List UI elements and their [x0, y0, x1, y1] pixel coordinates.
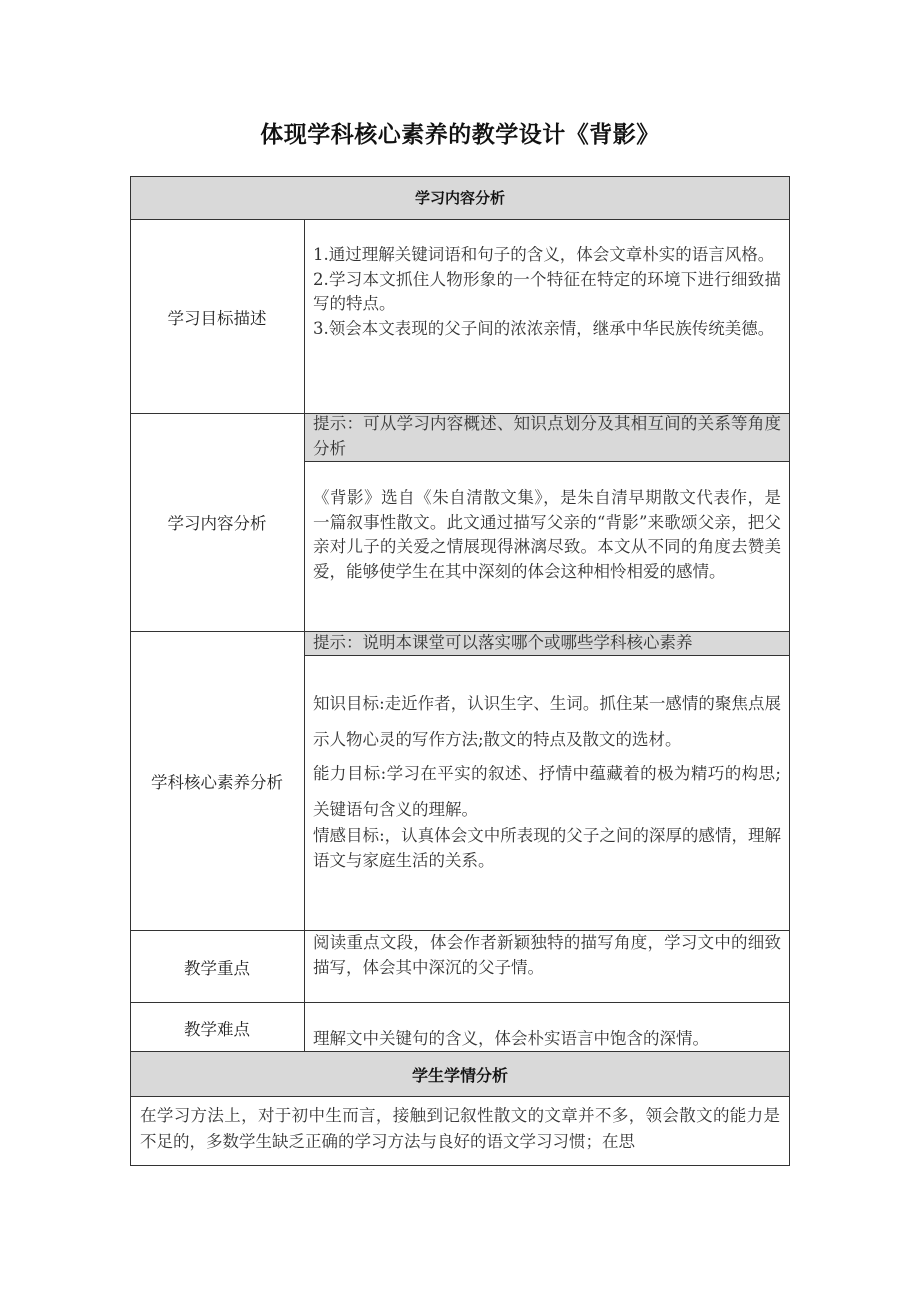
key-point-text: [313, 931, 781, 980]
content-paragraph: 《背影》选自《朱自清散文集》，是朱自清早期散文代表作，是一篇叙事性散文。此文通过描写父亲的“背影”来歌颂父亲，把父亲对儿子的关爱之情展现得淋漓尽致。本文从不同的角度去赞美爱，能够使学生在其中深刻的体会这种相怜相爱的感情。: [313, 488, 781, 581]
emotion-goal: 情感目标:，认真体会文中所表现的父子之间的深厚的感情，理解语文与家庭生活的关系。: [313, 826, 781, 870]
literacy-hint: [313, 631, 781, 656]
content-text: [313, 486, 781, 584]
lesson-design-table: [130, 176, 790, 1166]
rule: [304, 461, 790, 462]
rule: [130, 176, 790, 177]
content-label: 学习内容分析: [167, 514, 267, 533]
rule: [130, 1096, 790, 1097]
difficulty-text: [313, 1027, 781, 1052]
goals-label: 学习目标描述: [167, 309, 267, 328]
section-header-student-analysis: 学生学情分析: [411, 1066, 508, 1085]
literacy-hint-text: 提示：说明本课堂可以落实哪个或哪些学科核心素养: [313, 633, 693, 652]
goal-item: 1.通过理解关键词语和句子的含义，体会文章朴实的语言风格。: [313, 245, 775, 264]
key-point-label: 教学重点: [184, 959, 250, 978]
document-title: 体现学科核心素养的教学设计《背影》: [260, 122, 660, 148]
difficulty-paragraph: 理解文中关键句的含义，体会朴实语言中饱含的深情。: [313, 1029, 709, 1048]
rule: [130, 1165, 790, 1166]
ability-goal: 能力目标:学习在平实的叙述、抒情中蕴藏着的极为精巧的构思;关键语句含义的理解。: [313, 764, 781, 819]
rule: [130, 1002, 790, 1003]
knowledge-goal: 知识目标:走近作者，认识生字、生词。抓住某一感情的聚焦点展示人物心灵的写作方法;散文的特点及散文的选材。: [313, 694, 781, 749]
literacy-label: 学科核心素养分析: [151, 773, 283, 792]
student-paragraph: 在学习方法上，对于初中生而言，接触到记叙性散文的文章并不多，领会散文的能力是不足的，多数学生缺乏正确的学习方法与良好的语文学习习惯；在思: [140, 1106, 780, 1151]
rule: [789, 176, 790, 1166]
student-analysis-text: [140, 1103, 780, 1155]
goal-item: 3.领会本文表现的父子间的浓浓亲情，继承中华民族传统美德。: [313, 318, 775, 338]
content-hint-text: 提示：可从学习内容概述、知识点划分及其相互间的关系等角度分析: [313, 414, 781, 458]
difficulty-label: 教学难点: [184, 1020, 250, 1039]
goals-list: [313, 243, 781, 341]
goal-item: 2.学习本文抓住人物形象的一个特征在特定的环境下进行细致描写的特点。: [313, 269, 781, 313]
rule: [130, 219, 790, 220]
key-point-paragraph: 阅读重点文段，体会作者新颖独特的描写角度，学习文中的细致描写，体会其中深沉的父子情。: [313, 933, 781, 977]
section-header-content-analysis: 学习内容分析: [414, 189, 505, 207]
rule: [304, 219, 305, 1051]
content-hint: [313, 412, 781, 461]
literacy-text: [313, 686, 781, 873]
